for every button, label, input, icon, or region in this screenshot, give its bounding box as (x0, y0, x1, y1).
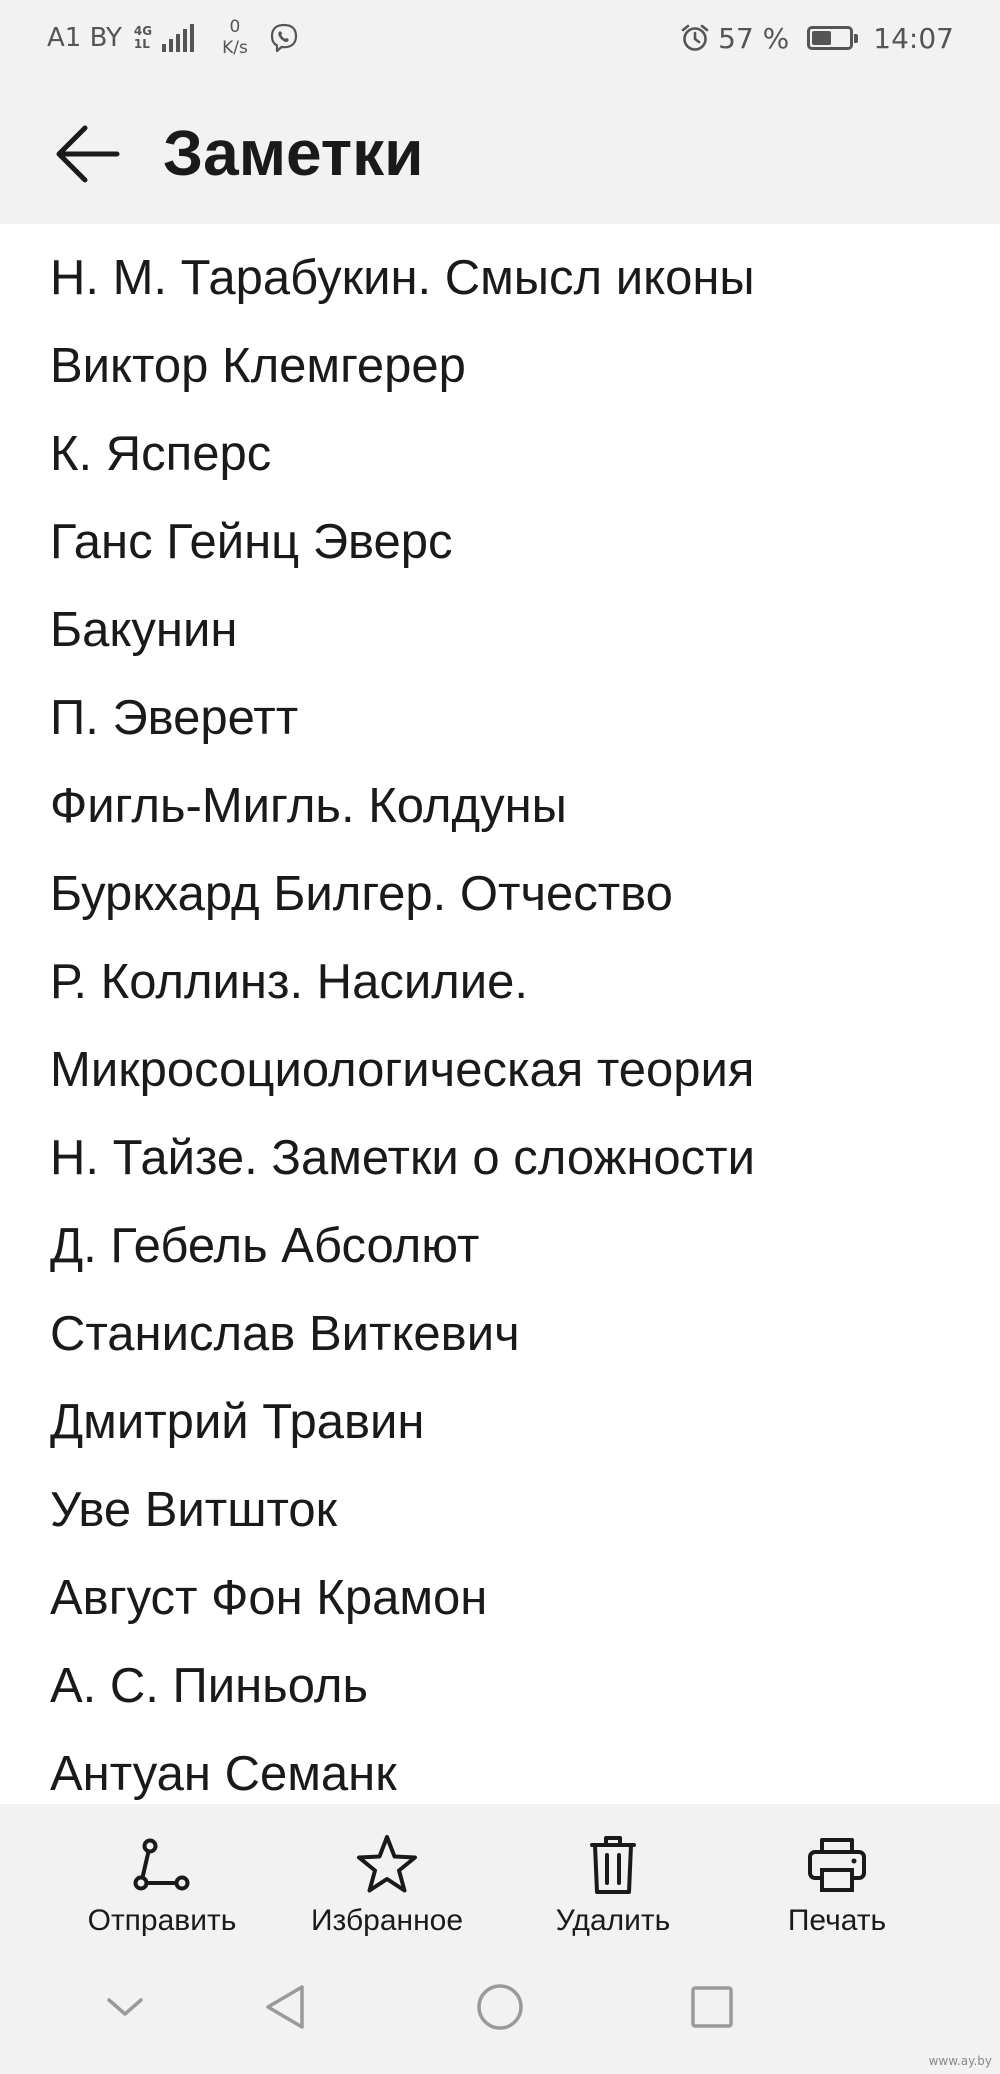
note-line: Антуан Семанк (50, 1747, 397, 1801)
favorite-button[interactable] (287, 1804, 487, 1944)
note-line: Станислав Виткевич (50, 1307, 520, 1361)
print-label: Печать (787, 1904, 887, 1937)
note-lines (50, 224, 1000, 1804)
note-line: А. С. Пиньоль (50, 1659, 368, 1713)
note-line: П. Эверетт (50, 691, 299, 745)
note-line: Ганс Гейнц Эверс (50, 515, 453, 569)
note-line: Н. Тайзе. Заметки о сложности (50, 1131, 755, 1185)
chevron-down-icon (105, 1995, 145, 2019)
hide-keyboard-button[interactable] (90, 1972, 160, 2042)
note-line: Р. Коллинз. Насилие. (50, 955, 529, 1009)
signal-icon (162, 24, 194, 52)
square-recents-icon (689, 1984, 735, 2030)
network-sub-label: 1L (133, 37, 150, 51)
status-left (47, 18, 300, 58)
circle-home-icon (475, 1982, 525, 2032)
star-icon (354, 1832, 420, 1898)
page-title: Заметки (163, 117, 424, 189)
nav-back-button[interactable] (250, 1972, 320, 2042)
note-line: Д. Гебель Абсолют (50, 1219, 480, 1273)
alarm-icon (680, 23, 710, 53)
note-line: Буркхард Билгер. Отчество (50, 867, 673, 921)
note-line (50, 224, 1000, 234)
favorite-label: Избранное (310, 1904, 464, 1937)
note-line: Дмитрий Травин (50, 1395, 425, 1449)
status-time: 14:07 (873, 21, 954, 55)
carrier-name: A1 BY (47, 23, 122, 53)
watermark: www.ay.by (928, 2054, 992, 2068)
viber-icon (268, 22, 300, 54)
back-button[interactable] (48, 114, 128, 194)
share-icon (129, 1832, 195, 1898)
send-label: Отправить (87, 1904, 237, 1937)
delete-button[interactable] (513, 1804, 713, 1944)
print-button[interactable] (737, 1804, 937, 1944)
note-line: Фигль-Мигль. Колдуны (50, 779, 567, 833)
network-type-label: 4G (133, 24, 153, 38)
note-line: Виктор Клемгерер (50, 339, 466, 393)
status-bar (0, 0, 1000, 76)
note-line: Уве Витшток (50, 1483, 338, 1537)
network-speed-unit: K/s (222, 38, 248, 58)
network-speed (222, 17, 248, 59)
printer-icon (804, 1832, 870, 1898)
nav-home-button[interactable] (465, 1972, 535, 2042)
triangle-back-icon (262, 1982, 308, 2032)
network-type (134, 25, 152, 51)
send-button[interactable] (62, 1804, 262, 1944)
status-right (680, 18, 954, 58)
app-header (0, 76, 1000, 224)
nav-recents-button[interactable] (677, 1972, 747, 2042)
note-line: Бакунин (50, 603, 238, 657)
system-nav-bar (0, 1944, 1000, 2074)
bottom-toolbar (0, 1804, 1000, 1944)
delete-label: Удалить (555, 1904, 671, 1937)
note-line: Н. М. Тарабукин. Смысл иконы (50, 251, 755, 305)
note-line: Микросоциологическая теория (50, 1043, 755, 1097)
trash-icon (580, 1832, 646, 1898)
battery-icon (807, 26, 853, 50)
note-line: Август Фон Крамон (50, 1571, 488, 1625)
battery-percent: 57 % (718, 21, 790, 55)
arrow-left-icon (55, 124, 121, 184)
note-line: К. Ясперс (50, 427, 272, 481)
battery-fill (812, 31, 831, 45)
note-content[interactable] (0, 224, 1000, 1804)
network-speed-value: 0 (229, 17, 241, 37)
